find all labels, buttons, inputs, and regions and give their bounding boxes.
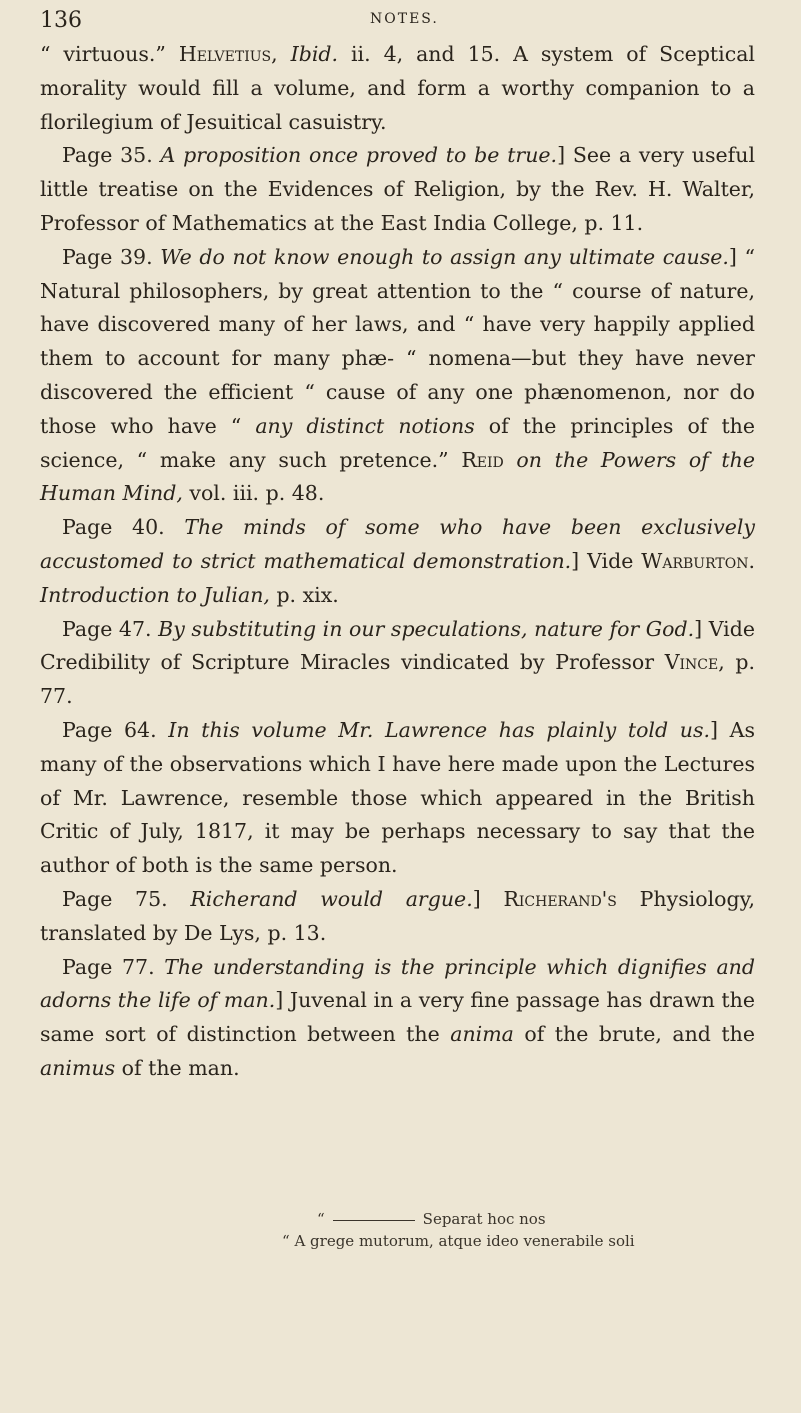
text-run: Page 75. bbox=[62, 886, 191, 911]
text-run: A proposition once proved to be true. bbox=[160, 143, 558, 168]
verse-quotation bbox=[40, 1208, 755, 1252]
text-run: “ virtuous.” bbox=[40, 42, 179, 66]
text-run: We do not know enough to assign any ultimate cause. bbox=[160, 244, 729, 269]
text-run: , bbox=[271, 42, 291, 66]
text-run: ] Vide bbox=[571, 548, 642, 573]
text-run: In this volume Mr. Lawrence has plainly told us. bbox=[168, 717, 711, 742]
note-paragraph bbox=[40, 241, 755, 511]
text-run: Ibid. bbox=[290, 42, 339, 66]
text-run: vol. iii. p. 48. bbox=[182, 481, 325, 506]
note-paragraph bbox=[40, 951, 755, 1086]
text-run: , p. 77. bbox=[40, 650, 756, 709]
text-run: Richerand would argue. bbox=[190, 886, 473, 911]
text-run: on the Powers of the Human Mind, bbox=[40, 447, 755, 506]
verse-line: “ A grege mutorum, atque ideo venerabile soli bbox=[282, 1232, 635, 1250]
text-run: animus bbox=[40, 1055, 116, 1080]
text-run: anima bbox=[450, 1022, 514, 1047]
text-run: of the man. bbox=[115, 1055, 240, 1080]
text-run: ] As many of the observations which I have here made upon the Lectures of Mr. Lawrence, resemble those which appeared in the British Critic of July, 1817, it may be perhaps necessary to say that the author of both is the same person. bbox=[40, 717, 755, 878]
text-run bbox=[504, 448, 517, 472]
text-run: any distinct notions bbox=[255, 413, 475, 438]
running-head: NOTES. bbox=[370, 11, 439, 27]
text-run: Introduction to Julian, bbox=[40, 582, 270, 607]
text-run: . bbox=[748, 548, 755, 573]
text-run: Page 35. bbox=[62, 143, 161, 168]
notes-body bbox=[40, 38, 755, 1086]
text-run: Page 39. bbox=[62, 244, 161, 269]
text-run: Warburton bbox=[641, 548, 749, 573]
verse-dash bbox=[333, 1220, 415, 1221]
text-run: ] bbox=[472, 886, 504, 911]
text-run: Reid bbox=[461, 447, 504, 472]
text-run: The minds of some who have been exclusively accustomed to strict mathematical demonstration. bbox=[40, 515, 756, 573]
text-run: Page 47. bbox=[62, 616, 159, 641]
text-run: Page 40. bbox=[62, 515, 185, 540]
text-run: Page 77. bbox=[62, 954, 165, 979]
text-run: Vince bbox=[664, 650, 719, 675]
text-run: ] Vide Credibility of Scripture Miracles vindicated by Professor bbox=[40, 616, 755, 675]
text-run: ] Juvenal in a very fine passage has drawn the same sort of distinction between the bbox=[40, 988, 755, 1047]
text-run: of the principles of the science, “ make any such pretence.” bbox=[40, 413, 756, 472]
text-run: Physiology, translated by De Lys, p. 13. bbox=[40, 886, 756, 945]
text-run: of the brute, and the bbox=[513, 1022, 755, 1047]
text-run: The understanding is the principle which dignifies and adorns the life of man. bbox=[40, 954, 756, 1013]
text-run: Helvetius bbox=[178, 42, 272, 66]
note-paragraph bbox=[40, 883, 755, 951]
text-run: p. xix. bbox=[269, 582, 339, 607]
note-paragraph bbox=[40, 139, 755, 240]
note-paragraph bbox=[40, 714, 755, 883]
text-run: ii. 4, and 15. A system of Sceptical morality would fill a volume, and form a worthy companion to a florilegium of Jesuitical casuistry. bbox=[40, 42, 755, 134]
text-run: ] “ Natural philosophers, by great attention to the “ course of nature, have discovered many of her laws, and “ have very happily applied them to account for many phæ- “ nomena—but they have never discovered the efficient “ cause of any one phænomenon, nor do those who have “ bbox=[40, 244, 755, 438]
note-paragraph bbox=[40, 511, 755, 612]
verse-line: “ Separat hoc nos bbox=[317, 1210, 546, 1228]
text-run: Page 64. bbox=[62, 717, 169, 742]
text-run: ] See a very useful little treatise on the Evidences of Religion, by the Rev. H. Walter, Professor of Mathematics at the East India College, p. 11. bbox=[40, 143, 755, 235]
page-number: 136 bbox=[40, 8, 82, 33]
page-header bbox=[40, 8, 760, 36]
text-run: Richerand's bbox=[503, 886, 617, 911]
note-paragraph bbox=[40, 38, 755, 139]
note-paragraph bbox=[40, 613, 755, 714]
text-run: By substituting in our speculations, nature for God. bbox=[158, 616, 695, 641]
